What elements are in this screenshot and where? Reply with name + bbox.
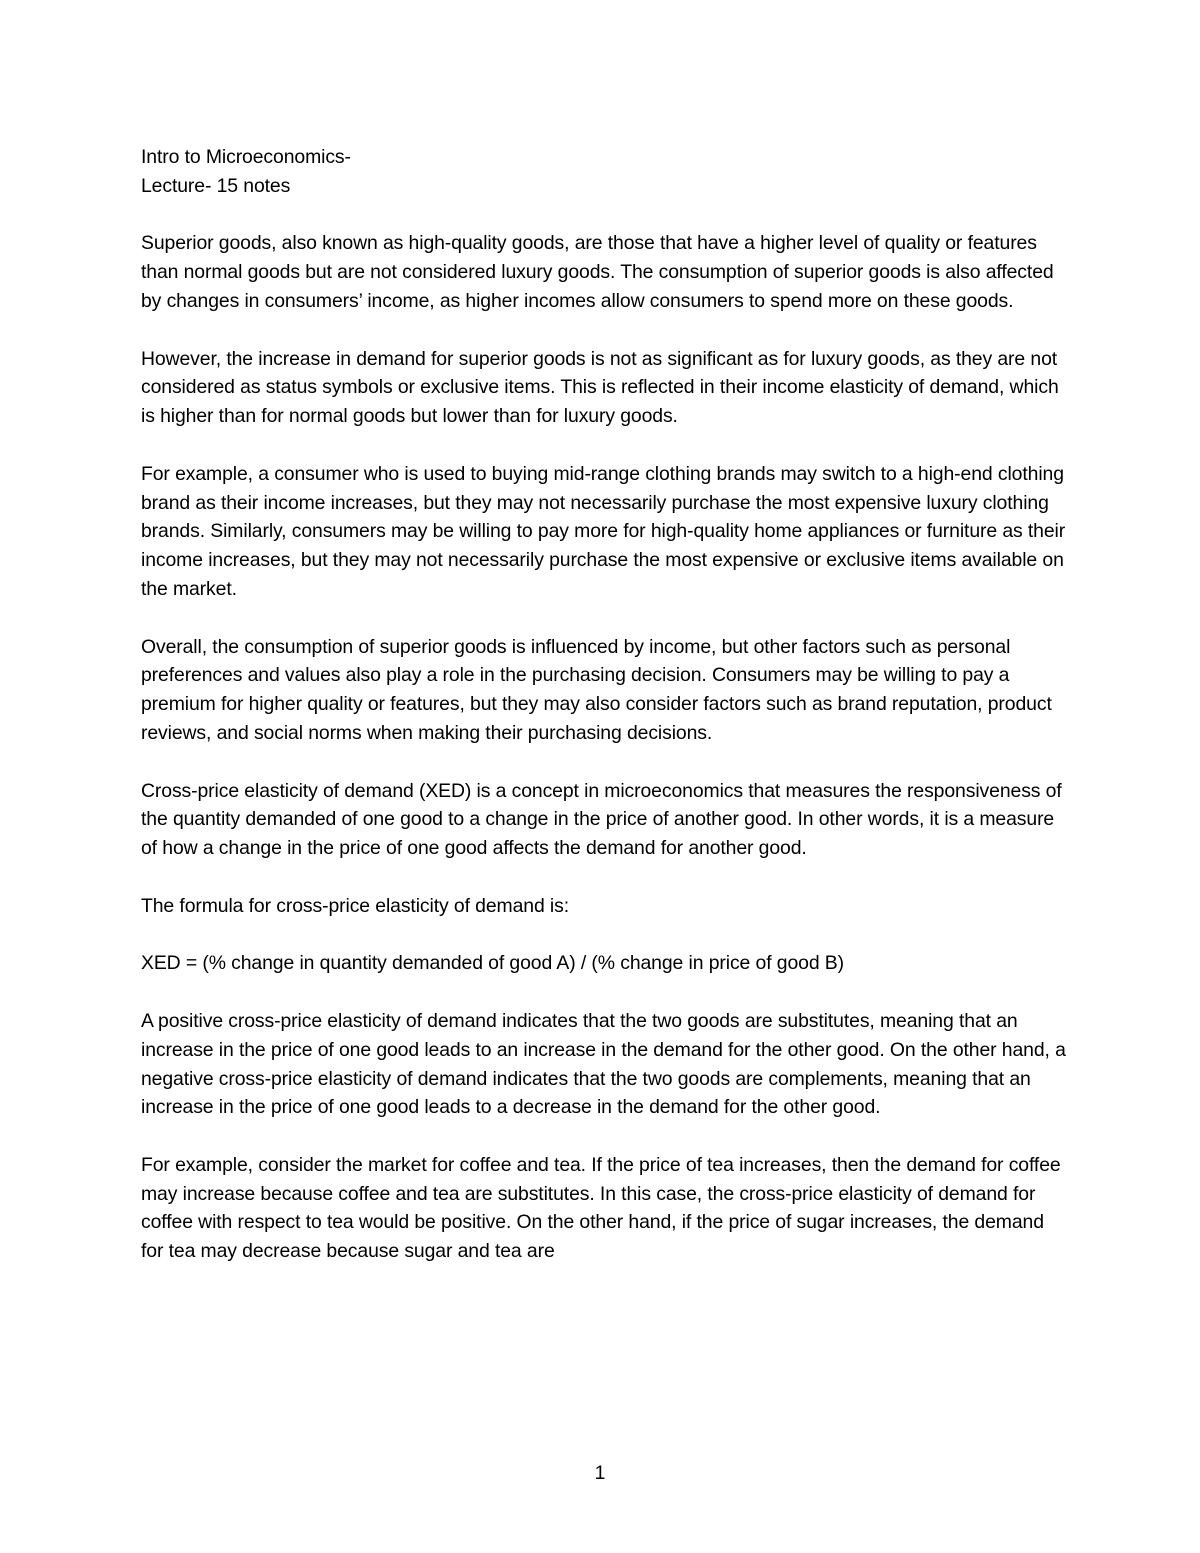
paragraph-cross-price-elasticity: Cross-price elasticity of demand (XED) is a concept in microeconomics that measures the responsiveness of the quantity demanded of one good to a change in the price of another good. In other words, it is a measure of how a change in the price of one good affects the demand for another good. (141, 779, 1062, 860)
document-heading (141, 143, 1066, 201)
page-number: 1 (594, 1462, 606, 1484)
paragraph-coffee-tea-example: For example, consider the market for coffee and tea. If the price of tea increases, then the demand for coffee may increase because coffee and tea are substitutes. In this case, the cross-price elasticity of demand for coffee with respect to tea would be positive. On the other hand, if the price of sugar increases, the demand for tea may decrease because sugar and tea are (141, 1153, 1061, 1263)
course-title: Intro to Microeconomics- (141, 146, 351, 168)
paragraph-overall: Overall, the consumption of superior goods is influenced by income, but other factors such as personal preferences and values also play a role in the purchasing decision. Consumers may be willing to pay a premium for higher quality or features, but they may also consider factors such as brand reputation, product reviews, and social norms when making their purchasing decisions. (141, 635, 1052, 744)
lecture-title: Lecture- 15 notes (141, 174, 291, 197)
paragraph-superior-goods: Superior goods, also known as high-quality goods, are those that have a higher level of quality or features than normal goods but are not considered luxury goods. The consumption of superior goods is also affected by changes in consumers’ income, as higher incomes allow consumers to spend more on these goods. (141, 232, 1054, 312)
paragraph-formula-intro: The formula for cross-price elasticity of demand is: (141, 894, 570, 917)
document-body (141, 143, 1066, 1266)
paragraph-substitutes-complements: A positive cross-price elasticity of demand indicates that the two goods are substitutes, meaning that an increase in the price of one good leads to an increase in the demand for the other good. On the other hand, a negative cross-price elasticity of demand indicates that the two goods are complements, meaning that an increase in the price of one good leads to a decrease in the demand for the other good. (141, 1009, 1066, 1119)
paragraph-demand-increase: However, the increase in demand for superior goods is not as significant as for luxury goods, as they are not considered as status symbols or exclusive items. This is reflected in their income elasticity of demand, which is higher than for normal goods but lower than for luxury goods. (141, 347, 1059, 428)
xed-formula: XED = (% change in quantity demanded of good A) / (% change in price of good B) (141, 952, 844, 975)
paragraph-clothing-example: For example, a consumer who is used to buying mid-range clothing brands may switch to a high-end clothing brand as their income increases, but they may not necessarily purchase the most expensive luxury clothing brands. Similarly, consumers may be willing to pay more for high-quality home appliances or furniture as their income increases, but they may not necessarily purchase the most expensive or exclusive items available on the market. (141, 462, 1066, 600)
